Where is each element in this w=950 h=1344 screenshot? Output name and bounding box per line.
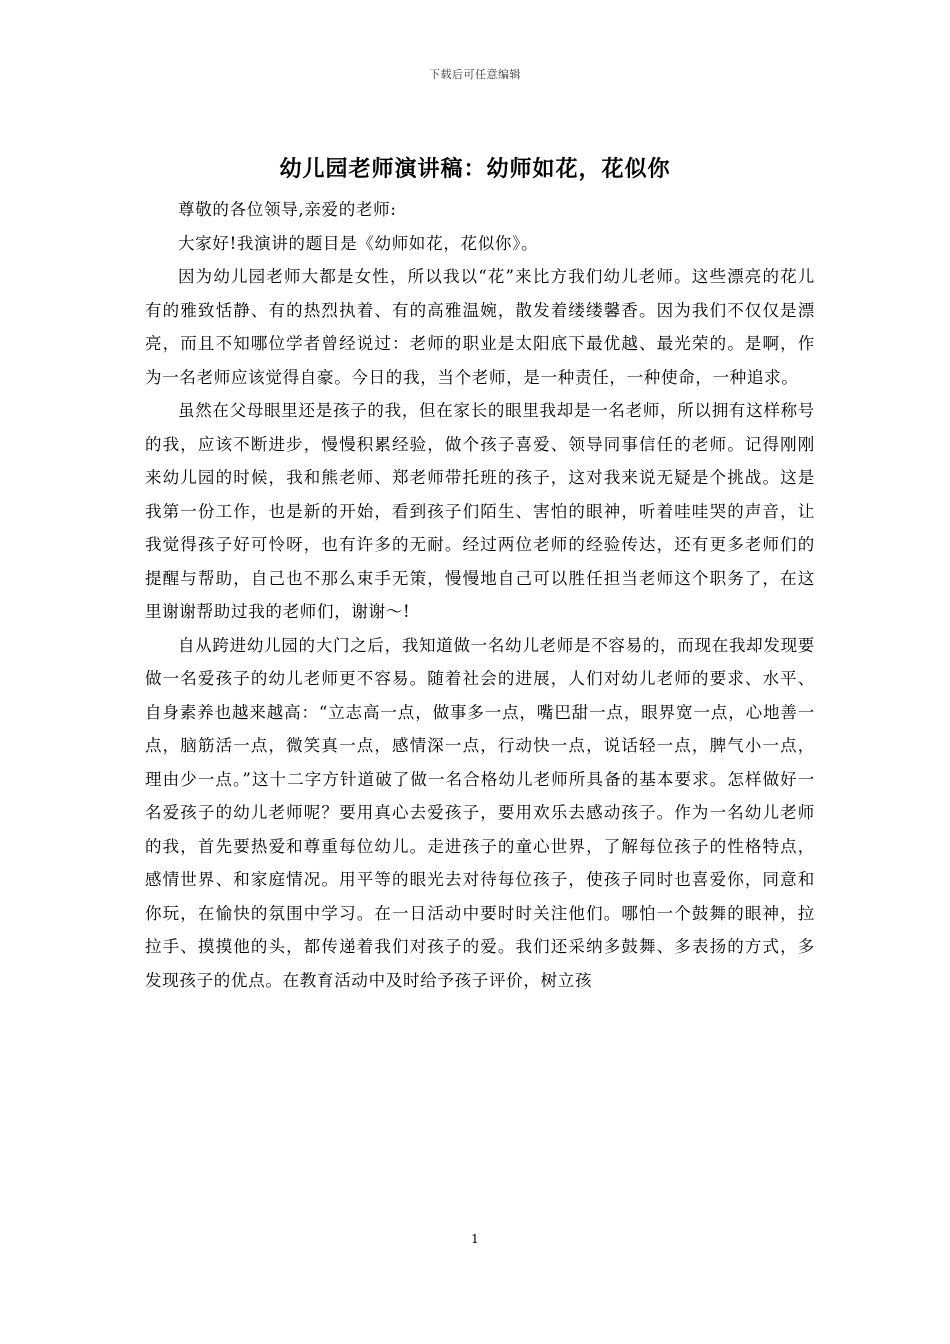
greeting-paragraph: 尊敬的各位领导,亲爱的老师: [178, 200, 397, 219]
body-paragraph: 因为幼儿园老师大都是女性，所以我以“花”来比方我们幼儿老师。这些漂亮的花儿有的雅致恬静、有的热烈执着、有的高雅温婉，散发着缕缕馨香。因为我们不仅仅是漂亮，而且不知哪位学者曾经说过：老师的职业是太阳底下最优越、最光荣的。是啊，作为一名老师应该觉得自豪。今日的我，当个老师，是一种责任，一种使命，一种追求。 [145, 267, 815, 387]
body-paragraph: 自从跨进幼儿园的大门之后，我知道做一名幼儿老师是不容易的，而现在我却发现要做一名爱孩子的幼儿老师更不容易。随着社会的进展，人们对幼儿老师的要求、水平、自身素养也越来越高：“立志高一点，做事多一点，嘴巴甜一点，眼界宽一点，心地善一点，脑筋活一点，微笑真一点，感情深一点，行动快一点，说话轻一点，脾气小一点，理由少一点。”这十二字方针道破了做一名合格幼儿老师所具备的基本要求。怎样做好一名爱孩子的幼儿老师呢？要用真心去爱孩子，要用欢乐去感动孩子。作为一名幼儿老师的我，首先要热爱和尊重每位幼儿。走进孩子的童心世界，了解每位孩子的性格特点，感情世界、和家庭情况。用平等的眼光去对待每位孩子，使孩子同时也喜爱你，同意和你玩，在愉快的氛围中学习。在一日活动中要时时关注他们。哪怕一个鼓舞的眼神，拉拉手、摸摸他的头，都传递着我们对孩子的爱。我们还采纳多鼓舞、多表扬的方式，多发现孩子的优点。在教育活动中及时给予孩子评价，树立孩 [145, 635, 815, 990]
page-number: 1 [471, 1232, 479, 1246]
document-body [145, 193, 815, 997]
document-title: 幼儿园老师演讲稿：幼师如花，花似你 [279, 156, 671, 182]
header-note: 下载后可任意编辑 [429, 68, 521, 81]
intro-paragraph: 大家好!我演讲的题目是《幼师如花，花似你》。 [178, 233, 539, 253]
body-paragraph: 虽然在父母眼里还是孩子的我，但在家长的眼里我却是一名老师，所以拥有这样称号的我，应该不断进步，慢慢积累经验，做个孩子喜爱、领导同事信任的老师。记得刚刚来幼儿园的时候，我和熊老师、郑老师带托班的孩子，这对我来说无疑是个挑战。这是我第一份工作，也是新的开始，看到孩子们陌生、害怕的眼神，听着哇哇哭的声音，让我觉得孩子好可怜呀，也有许多的无耐。经过两位老师的经验传达，还有更多老师们的提醒与帮助，自己也不那么束手无策，慢慢地自己可以胜任担当老师这个职务了，在这里谢谢帮助过我的老师们，谢谢～! [145, 401, 815, 621]
